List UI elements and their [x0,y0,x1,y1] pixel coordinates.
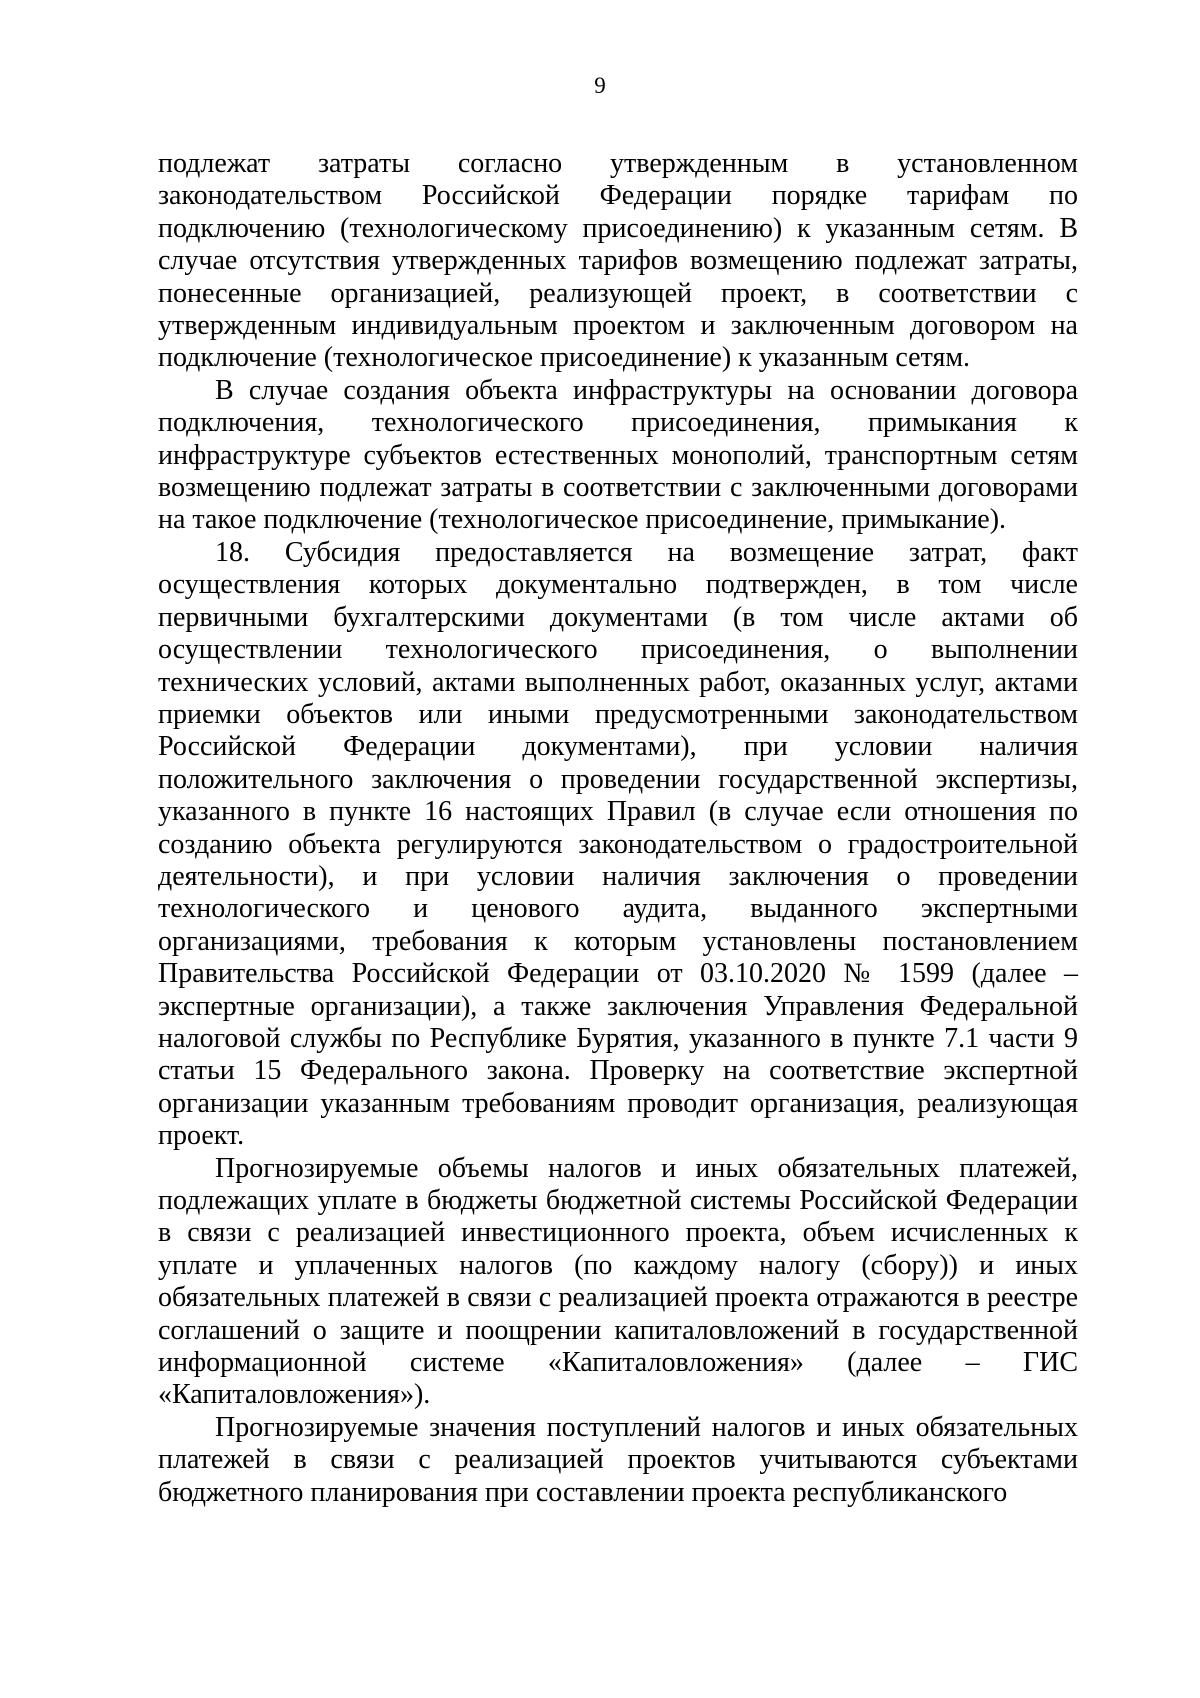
paragraph-tariff-costs: подлежат затраты согласно утвержденным в установленном законодательством Российской Федерации порядке тарифам по подключению (технологическому присоединению) к указанным сетям. В случае отсутствия утвержденных тарифов возмещению подлежат затраты, понесенные организацией, реализующей проект, в соответствии с утвержденным индивидуальным проектом и заключенным договором на подключение (технологическое присоединение) к указанным сетям. [158,148,1078,374]
paragraph-item-18-subsidy: 18. Субсидия предоставляется на возмещение затрат, факт осуществления которых документально подтвержден, в том числе первичными бухгалтерскими документами (в том числе актами об осуществлении технологического присоединения, о выполнении технических условий, актами выполненных работ, оказанных услуг, актами приемки объектов или иными предусмотренными законодательством Российской Федерации документами), при условии наличия положительного заключения о проведении государственной экспертизы, указанного в пункте 16 настоящих Правил (в случае если отношения по созданию объекта регулируются законодательством о градостроительной деятельности), и при условии наличия заключения о проведении технологического и ценового аудита, выданного экспертными организациями, требования к которым установлены постановлением Правительства Российской Федерации от 03.10.2020 № 1599 (далее – экспертные организации), а также заключения Управления Федеральной налоговой службы по Республике Бурятия, указанного в пункте 7.1 части 9 статьи 15 Федерального закона. Проверку на соответствие экспертной организации указанным требованиям проводит организация, реализующая проект. [158,536,1078,1152]
paragraph-infrastructure-contract: В случае создания объекта инфраструктуры на основании договора подключения, технологического присоединения, примыкания к инфраструктуре субъектов естественных монополий, транспортным сетям возмещению подлежат затраты в соответствии с заключенными договорами на такое подключение (технологическое присоединение, примыкание). [158,374,1078,536]
document-body [158,148,1078,1509]
paragraph-forecast-tax-receipts: Прогнозируемые значения поступлений налогов и иных обязательных платежей в связи с реализацией проектов учитываются субъектами бюджетного планирования при составлении проекта республиканского [158,1411,1078,1508]
page-number: 9 [594,73,606,98]
paragraph-forecast-tax-volumes: Прогнозируемые объемы налогов и иных обязательных платежей, подлежащих уплате в бюджеты бюджетной системы Российской Федерации в связи с реализацией инвестиционного проекта, объем исчисленных к уплате и уплаченных налогов (по каждому налогу (сбору)) и иных обязательных платежей в связи с реализацией проекта отражаются в реестре соглашений о защите и поощрении капиталовложений в государственной информационной системе «Капиталовложения» (далее – ГИС «Капиталовложения»). [158,1152,1078,1411]
